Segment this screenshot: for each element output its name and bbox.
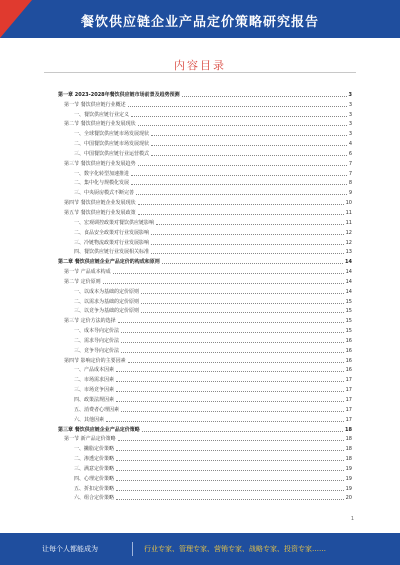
- toc-entry-label: 一、成本导向定价法: [74, 328, 120, 335]
- toc-entry-page: 19: [345, 465, 352, 472]
- toc-entry-page: 7: [348, 170, 352, 177]
- toc-leader-dots: [116, 480, 344, 481]
- toc-entry[interactable]: [58, 265, 352, 275]
- toc-entry-label: 第二章 餐饮供应链企业产品定价的构成和原则: [58, 259, 160, 266]
- toc-entry-page: 8: [348, 180, 352, 187]
- toc-leader-dots: [141, 312, 344, 313]
- toc-leader-dots: [142, 431, 343, 432]
- toc-entry-label: 三、中国餐饮供应链行业运营模式: [74, 150, 150, 157]
- toc-entry-label: 四、心理定价策略: [74, 475, 115, 482]
- toc-leader-dots: [113, 273, 344, 274]
- toc-entry-label: 第一章 2023-2028年餐饮供应链市场前景及趋势预测: [58, 91, 180, 98]
- footer-divider: [132, 542, 133, 556]
- toc-entry-page: 11: [345, 209, 352, 216]
- toc-entry[interactable]: [58, 442, 352, 452]
- toc-entry[interactable]: [58, 196, 352, 206]
- toc-entry-label: 一、产品成本因素: [74, 367, 115, 374]
- toc-entry-page: 14: [345, 288, 352, 295]
- toc-entry-label: 二、以需求为基础的定价原则: [74, 298, 140, 305]
- toc-entry-page: 14: [345, 278, 352, 285]
- toc-leader-dots: [118, 440, 344, 441]
- toc-entry[interactable]: [58, 295, 352, 305]
- toc-entry[interactable]: [58, 275, 352, 285]
- toc-entry-label: 一、以成本为基础的定价原则: [74, 288, 140, 295]
- toc-leader-dots: [121, 332, 344, 333]
- toc-entry[interactable]: [58, 118, 352, 128]
- toc-entry-page: 16: [345, 357, 352, 364]
- toc-entry-page: 11: [345, 219, 352, 226]
- toc-leader-dots: [121, 342, 344, 343]
- toc-leader-dots: [116, 499, 344, 500]
- toc-entry[interactable]: [58, 344, 352, 354]
- toc-leader-dots: [121, 411, 344, 412]
- toc-entry-label: 第四节 餐饮供应链企业发展现状: [64, 200, 136, 207]
- toc-entry-page: 20: [345, 495, 352, 502]
- toc-entry[interactable]: [58, 383, 352, 393]
- toc-entry[interactable]: [58, 373, 352, 383]
- toc-entry-page: 3: [348, 121, 352, 128]
- footer-roles: 行业专家、管理专家、营销专家、战略专家、投资专家……: [144, 545, 326, 553]
- toc-entry-label: 第三章 餐饮供应链企业产品定价策略: [58, 426, 140, 433]
- toc-entry-page: 17: [345, 387, 352, 394]
- toc-entry-page: 17: [345, 397, 352, 403]
- toc-entry-label: 一、全球餐饮供应链市场发展现状: [74, 131, 150, 138]
- toc-leader-dots: [131, 184, 347, 185]
- toc-entry[interactable]: [58, 472, 352, 482]
- toc-leader-dots: [138, 204, 344, 205]
- toc-entry-page: 15: [345, 298, 352, 305]
- toc-entry-page: 16: [345, 347, 352, 354]
- toc-leader-dots: [116, 450, 344, 451]
- toc-leader-dots: [151, 155, 347, 156]
- toc-entry-page: 17: [345, 416, 352, 423]
- report-header: [0, 0, 400, 38]
- toc-entry[interactable]: [58, 137, 352, 147]
- toc-entry[interactable]: [58, 246, 352, 256]
- toc-leader-dots: [103, 283, 344, 284]
- toc-entry-page: 16: [345, 337, 352, 344]
- toc-entry[interactable]: [58, 167, 352, 177]
- toc-entry[interactable]: [58, 452, 352, 462]
- toc-entry[interactable]: [58, 462, 352, 472]
- toc-leader-dots: [151, 145, 347, 146]
- toc-leader-dots: [138, 125, 347, 126]
- toc-entry[interactable]: [58, 177, 352, 187]
- toc-entry-page: 7: [348, 160, 352, 167]
- toc-leader-dots: [116, 381, 344, 382]
- toc-entry-page: 6: [348, 150, 352, 157]
- toc-leader-dots: [131, 116, 347, 117]
- toc-entry-label: 第四节 影响定价的主要因素: [64, 357, 126, 364]
- toc-entry-page: 19: [345, 475, 352, 482]
- toc-leader-dots: [151, 135, 347, 136]
- toc-entry-page: 14: [345, 259, 352, 266]
- toc-leader-dots: [116, 401, 344, 402]
- toc-leader-dots: [121, 352, 344, 353]
- toc-entry-label: 六、组合定价策略: [74, 495, 115, 502]
- toc-leader-dots: [151, 244, 344, 245]
- toc-leader-dots: [151, 234, 344, 235]
- toc-entry[interactable]: [58, 206, 352, 216]
- toc-leader-dots: [128, 106, 347, 107]
- toc-entry[interactable]: [58, 98, 352, 108]
- toc-entry-page: 3: [348, 101, 352, 108]
- toc-leader-dots: [138, 214, 344, 215]
- toc-leader-dots: [116, 391, 344, 392]
- toc-entry[interactable]: [58, 364, 352, 374]
- toc-entry[interactable]: [58, 403, 352, 413]
- toc-leader-dots: [162, 263, 343, 264]
- toc-entry[interactable]: [58, 423, 352, 433]
- toc-leader-dots: [128, 362, 344, 363]
- toc-entry[interactable]: [58, 334, 352, 344]
- toc-entry-label: 第一节 餐饮供应链行业概述: [64, 101, 126, 108]
- toc-entry-page: 13: [345, 249, 352, 256]
- toc-entry[interactable]: [58, 314, 352, 324]
- toc-entry-page: 18: [345, 436, 352, 443]
- report-title: 餐饮供应链企业产品定价策略研究报告: [80, 15, 319, 30]
- toc-entry-label: 一、数字化转型加速推进: [74, 170, 130, 177]
- toc-entry[interactable]: [58, 157, 352, 167]
- toc-entry-page: 14: [345, 269, 352, 276]
- toc-entry-page: 16: [345, 367, 352, 374]
- toc-entry-label: 第三节 餐饮供应链行业发展趋势: [64, 160, 136, 167]
- toc-entry-label: 第二节 餐饮供应链行业发展现状: [64, 121, 136, 128]
- toc-entry[interactable]: [58, 226, 352, 236]
- toc-entry[interactable]: [58, 216, 352, 226]
- toc-entry-page: 4: [348, 141, 352, 148]
- toc-leader-dots: [116, 470, 344, 471]
- toc-entry[interactable]: [58, 492, 352, 502]
- toc-entry-label: 一、餐饮供应链行业定义: [74, 111, 130, 118]
- toc-entry[interactable]: [58, 147, 352, 157]
- toc-entry-label: 第一节 新产品定价策略: [64, 436, 116, 443]
- toc-heading: 内容目录: [174, 59, 226, 72]
- footer-slogan: 让每个人都能成为: [42, 545, 98, 553]
- toc-leader-dots: [156, 224, 344, 225]
- toc-entry-label: 一、宏观调控政策对餐饮供应链影响: [74, 219, 155, 226]
- toc-entry-page: 3: [348, 131, 352, 138]
- toc-entry-label: 第一节 产品成本构成: [64, 269, 111, 276]
- toc-entry[interactable]: [58, 285, 352, 295]
- toc-entry-page: 12: [345, 239, 352, 246]
- toc-leader-dots: [151, 253, 344, 254]
- toc-entry-label: 二、渗透定价策略: [74, 456, 115, 463]
- toc-entry[interactable]: [58, 482, 352, 492]
- toc-entry-page: 15: [345, 318, 352, 325]
- toc-entry-label: 三、中央厨房模式不断完善: [74, 190, 135, 197]
- toc-entry-page: 18: [345, 456, 352, 463]
- table-of-contents: [58, 88, 352, 501]
- toc-leader-dots: [131, 175, 347, 176]
- toc-entry-page: 12: [345, 229, 352, 236]
- toc-entry-label: 六、其他因素: [74, 416, 105, 423]
- toc-entry-page: 10: [345, 200, 352, 207]
- toc-leader-dots: [116, 490, 344, 491]
- toc-divider: [44, 72, 356, 73]
- toc-entry[interactable]: [58, 236, 352, 246]
- toc-entry-page: 17: [345, 377, 352, 384]
- toc-entry-label: 第五节 餐饮供应链行业发展政策: [64, 209, 136, 216]
- toc-leader-dots: [136, 194, 347, 195]
- toc-entry[interactable]: [58, 108, 352, 118]
- toc-entry[interactable]: [58, 255, 352, 265]
- toc-entry-label: 二、中国餐饮供应链市场发展现状: [74, 141, 150, 148]
- toc-entry[interactable]: [58, 413, 352, 423]
- toc-entry[interactable]: [58, 324, 352, 334]
- toc-entry-label: 第三节 定价方法的选择: [64, 318, 116, 325]
- toc-leader-dots: [138, 165, 347, 166]
- toc-entry-label: 三、市场竞争因素: [74, 387, 115, 394]
- toc-entry-page: 19: [345, 485, 352, 492]
- toc-entry-page: 15: [345, 308, 352, 315]
- toc-entry-label: 二、需求导向定价法: [74, 337, 120, 344]
- toc-entry[interactable]: [58, 393, 352, 403]
- toc-entry-page: 18: [345, 446, 352, 453]
- footer-banner: [0, 533, 400, 565]
- page-number: 1: [350, 516, 354, 522]
- toc-entry[interactable]: [58, 354, 352, 364]
- toc-entry-page: 15: [345, 328, 352, 335]
- toc-entry-label: 三、以竞争为基础的定价原则: [74, 308, 140, 315]
- toc-entry[interactable]: [58, 88, 352, 98]
- toc-entry-label: 一、撇脂定价策略: [74, 446, 115, 453]
- toc-leader-dots: [116, 460, 344, 461]
- toc-entry-label: 二、市场需求因素: [74, 377, 115, 384]
- toc-leader-dots: [141, 303, 344, 304]
- toc-entry-page: 9: [348, 190, 352, 197]
- toc-entry[interactable]: [58, 186, 352, 196]
- toc-entry-label: 五、消费者心理因素: [74, 406, 120, 413]
- toc-entry-label: 三、满意定价策略: [74, 465, 115, 472]
- toc-entry-label: 四、餐饮供应链行业发展相关标准: [74, 249, 150, 256]
- toc-entry[interactable]: [58, 127, 352, 137]
- toc-leader-dots: [118, 322, 344, 323]
- toc-entry-label: 三、冷链物流政策对行业发展影响: [74, 239, 150, 246]
- toc-entry-page: 17: [345, 406, 352, 413]
- toc-entry-page: 18: [345, 426, 352, 433]
- toc-entry[interactable]: [58, 305, 352, 315]
- toc-entry-page: 3: [348, 91, 352, 98]
- toc-entry-label: 第二节 定价原则: [64, 278, 101, 285]
- toc-entry[interactable]: [58, 433, 352, 443]
- toc-leader-dots: [116, 371, 344, 372]
- toc-leader-dots: [106, 421, 344, 422]
- toc-entry-label: 二、集中化与规模化发展: [74, 180, 130, 187]
- toc-entry-label: 二、食品安全政策对行业发展影响: [74, 229, 150, 236]
- toc-entry-label: 三、竞争导向定价法: [74, 347, 120, 354]
- toc-entry-page: 3: [348, 111, 352, 118]
- toc-leader-dots: [141, 293, 344, 294]
- toc-entry-label: 四、政策法规因素: [74, 397, 115, 403]
- toc-leader-dots: [182, 96, 347, 97]
- toc-entry-label: 五、折扣定价策略: [74, 485, 115, 492]
